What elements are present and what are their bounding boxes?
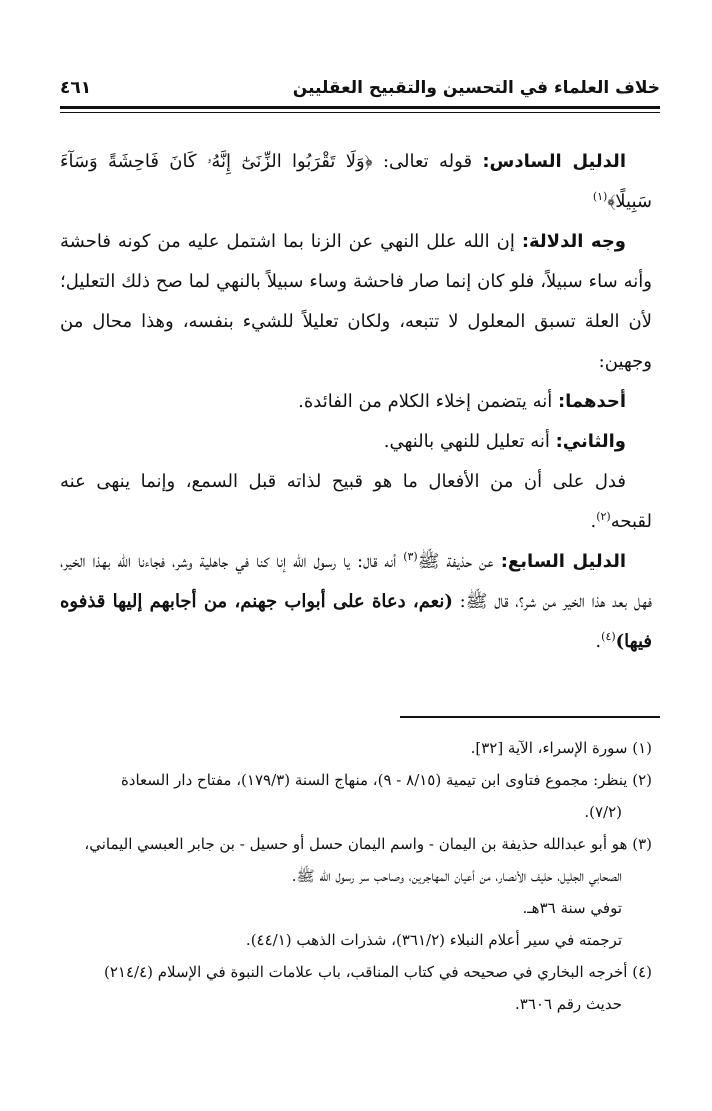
footnote-ref-1[interactable]: (١)	[592, 190, 608, 203]
conclusion-text: فدل على أن من الأفعال ما هو قبيح لذاته قبل السمع، وإنما ينهى عنه لقبحه	[60, 471, 652, 532]
footnote-ref-2[interactable]: (٢)	[596, 510, 611, 523]
first-aspect-label: أحدهما:	[557, 391, 626, 412]
evidence-seven-label: الدليل السابع:	[500, 551, 626, 572]
header-rule-thin	[60, 112, 660, 113]
paragraph-second-aspect	[60, 422, 652, 462]
indication-label: وجه الدلالة:	[521, 231, 627, 252]
footnote-separator	[400, 716, 660, 718]
footnote-2	[60, 764, 652, 828]
header-rule-thick	[60, 106, 660, 109]
second-aspect-label: والثاني:	[555, 431, 626, 452]
paragraph-first-aspect	[60, 382, 652, 422]
footnote-line: الصحابي الجليل، حليف الأنصار، من أعيان المهاجرين، وصاحب سر رسول الله ﷺ.	[291, 867, 622, 885]
running-title: خلاف العلماء في التحسين والتقبيح العقليين	[292, 78, 660, 98]
footnote-line: (٤) أخرجه البخاري في صحيحه في كتاب المناقب، باب علامات النبوة في الإسلام (٢١٤/٤)	[104, 963, 652, 981]
paragraph-evidence-seven	[60, 542, 652, 662]
footnote-4	[60, 956, 652, 1020]
footnote-line: (٣) هو أبو عبدالله حذيفة بن اليمان - واسم اليمان حسل أو حسيل - بن جابر العبسي اليماني،	[84, 835, 652, 853]
first-aspect-text: أنه يتضمن إخلاء الكلام من الفائدة.	[298, 391, 558, 412]
second-aspect-text: أنه تعليل للنهي بالنهي.	[383, 431, 556, 452]
footnote-line: حديث رقم ٣٦٠٦.	[515, 995, 622, 1013]
footnote-line: (١) سورة الإسراء، الآية [٣٢].	[470, 739, 652, 757]
page-header	[60, 76, 660, 110]
footnote-ref-4[interactable]: (٤)	[601, 630, 616, 643]
quran-verse: ﴿وَلَا تَقْرَبُوا الزِّنَىٰٓ إِنَّهُۥ كَانَ فَاحِشَةً وَسَآءَ سَبِيلًا﴾	[60, 151, 652, 212]
footnote-3	[60, 828, 652, 956]
evidence-seven-end: .	[595, 631, 602, 652]
evidence-six-label: الدليل السادس:	[482, 151, 626, 172]
footnote-line: توفي سنة ٣٦هـ.	[522, 899, 622, 917]
footnote-line: ترجمته في سير أعلام النبلاء (٣٦١/٢)، شذرات الذهب (٤٤/١).	[245, 931, 622, 949]
evidence-seven-text-1: عن حذيفة ﷺ	[417, 551, 501, 572]
hadith-quote: (نعم، دعاة على أبواب جهنم، من أجابهم إليها قذفوه فيها)	[60, 591, 652, 652]
footnote-ref-3[interactable]: (٣)	[403, 550, 418, 563]
conclusion-end: .	[590, 511, 597, 532]
indication-text: إن الله علل النهي عن الزنا بما اشتمل عليه من كونه فاحشة وأنه ساء سبيلاً، فلو كان إنما صار فاحشة وساء سبيلاً بالنهي لما صح ذلك التعليل؛ لأن العلة تسبق المعلول لا تتبعه، ولكان تعليلاً للشيء بنفسه، وهذا محال من وجهين:	[60, 231, 652, 372]
paragraph-indication	[60, 222, 652, 382]
main-text	[60, 142, 652, 662]
footnote-line: (٧/٢).	[584, 803, 622, 821]
footnotes	[60, 732, 652, 1020]
page-number: ٤٦١	[60, 78, 92, 98]
evidence-six-intro: قوله تعالى:	[372, 151, 483, 172]
evidence-seven-text-2: أنه قال: يا رسول الله إنا كنا في جاهلية وشر، فجاءنا الله بهذا الخير، فهل بعد هذا الخير من شر؟، قال ﷺ:	[60, 551, 653, 612]
paragraph-evidence-six	[60, 142, 652, 222]
footnote-line: (٢) ينظر: مجموع فتاوى ابن تيمية (٨/١٥ - ٩)، منهاج السنة (١٧٩/٣)، مفتاح دار السعادة	[120, 771, 652, 789]
paragraph-conclusion	[60, 462, 652, 542]
footnote-1	[60, 732, 652, 764]
